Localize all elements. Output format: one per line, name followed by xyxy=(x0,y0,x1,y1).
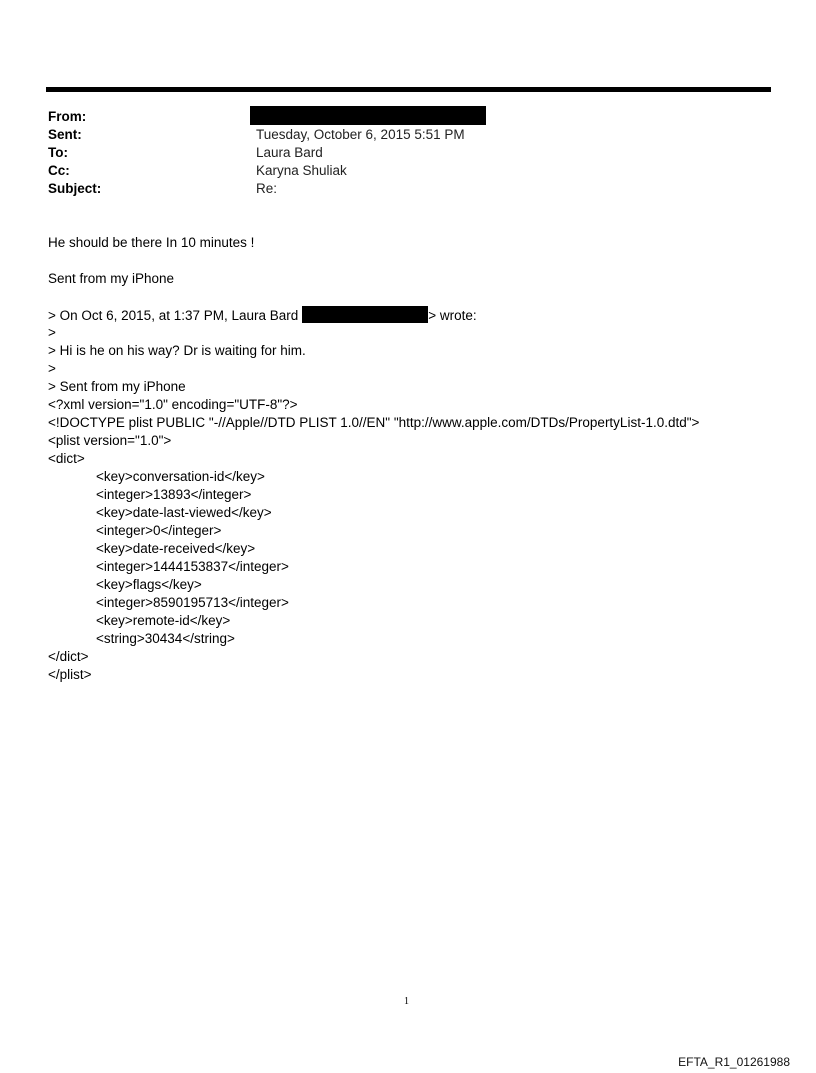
plist-entry: <key>flags</key> xyxy=(96,577,202,592)
plist-close-tag: </plist> xyxy=(48,667,92,682)
document-id: EFTA_R1_01261988 xyxy=(678,1055,790,1069)
xml-declaration: <?xml version="1.0" encoding="UTF-8"?> xyxy=(48,397,298,412)
from-label: From: xyxy=(48,109,87,124)
plist-entry: <string>30434</string> xyxy=(96,631,235,646)
plist-entry: <integer>0</integer> xyxy=(96,523,222,538)
to-label: To: xyxy=(48,145,68,160)
plist-entry: <integer>1444153837</integer> xyxy=(96,559,289,574)
signature-text: Sent from my iPhone xyxy=(48,271,175,286)
plist-entry: <key>date-last-viewed</key> xyxy=(96,505,272,520)
header-rule xyxy=(46,87,771,92)
doctype-line: <!DOCTYPE plist PUBLIC "-//Apple//DTD PLIST 1.0//EN" "http://www.apple.com/DTDs/PropertyList-1.0.dtd"> xyxy=(48,415,700,430)
plist-entry: <integer>13893</integer> xyxy=(96,487,252,502)
cc-value: Karyna Shuliak xyxy=(256,163,347,178)
page-number: 1 xyxy=(404,996,409,1007)
plist-entry: <key>date-received</key> xyxy=(96,541,256,556)
cc-label: Cc: xyxy=(48,163,70,178)
from-redaction xyxy=(250,106,486,125)
quote-intro xyxy=(48,306,477,325)
sent-label: Sent: xyxy=(48,127,82,142)
sent-value: Tuesday, October 6, 2015 5:51 PM xyxy=(256,127,465,142)
plist-entry: <integer>8590195713</integer> xyxy=(96,595,289,610)
quote-intro-before: > On Oct 6, 2015, at 1:37 PM, Laura Bard xyxy=(48,308,299,323)
quote-blank-2: > xyxy=(48,361,56,376)
plist-open-tag: <plist version="1.0"> xyxy=(48,433,172,448)
sender-email-redaction xyxy=(302,306,428,323)
to-value: Laura Bard xyxy=(256,145,323,160)
plist-entry: <key>conversation-id</key> xyxy=(96,469,265,484)
quote-blank-1: > xyxy=(48,325,56,340)
message-text: He should be there In 10 minutes ! xyxy=(48,235,255,250)
plist-entry: <key>remote-id</key> xyxy=(96,613,231,628)
dict-close-tag: </dict> xyxy=(48,649,89,664)
subject-label: Subject: xyxy=(48,181,102,196)
quote-message: > Hi is he on his way? Dr is waiting for him. xyxy=(48,343,306,358)
quote-signature: > Sent from my iPhone xyxy=(48,379,186,394)
quote-intro-after: > wrote: xyxy=(428,308,477,323)
dict-open-tag: <dict> xyxy=(48,451,85,466)
subject-value: Re: xyxy=(256,181,278,196)
